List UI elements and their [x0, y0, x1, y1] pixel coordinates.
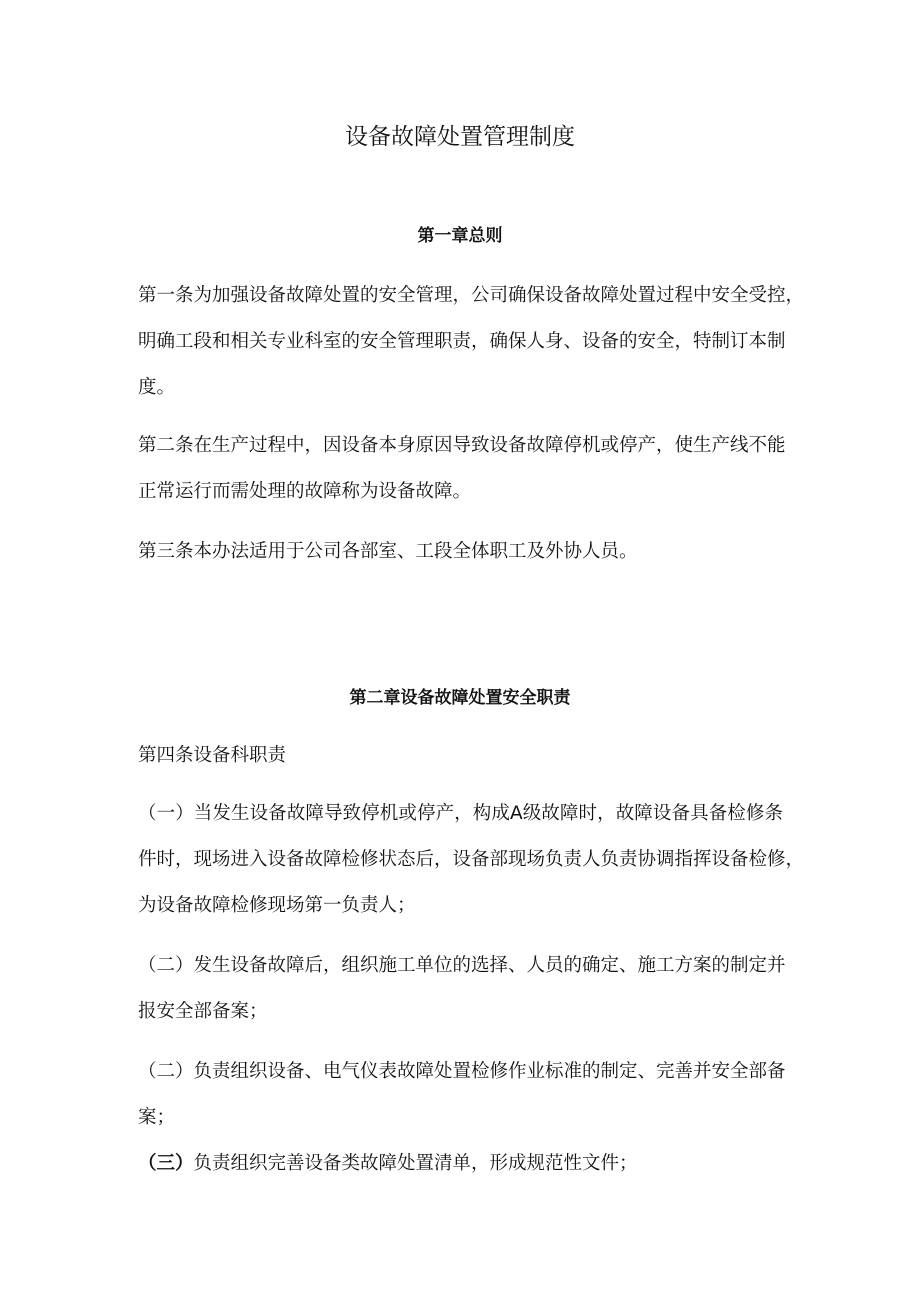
article-3-line: 第三条本办法适用于公司各部室、工段全体职工及外协人员。: [138, 541, 638, 562]
item-4-line: [138, 1152, 638, 1176]
item-1-line: 件时，现场进入设备故障检修状态后，设备部现场负责人负责协调指挥设备检修，: [138, 849, 805, 870]
item-3-line: 案；: [138, 1107, 176, 1128]
article-2-line: 正常运行而需处理的故障称为设备故障。: [138, 481, 472, 502]
chapter-1-heading: 第一章总则: [417, 226, 503, 246]
item-1-line: （一）当发生设备故障导致停机或停产，构成A级故障时，故障设备具备检修条: [138, 803, 783, 824]
article-1-line: 明确工段和相关专业科室的安全管理职责，确保人身、设备的安全，特制订本制: [138, 331, 786, 352]
item-3-line: （二）负责组织设备、电气仪表故障处置检修作业标准的制定、完善并安全部备: [138, 1061, 786, 1082]
document-title: 设备故障处置管理制度: [345, 124, 575, 150]
item-2-line: 报安全部备案；: [138, 1001, 268, 1022]
article-1-line: 度。: [138, 377, 176, 398]
item-1-line: 为设备故障检修现场第一负责人；: [138, 895, 416, 916]
article-1-line: 第一条为加强设备故障处置的安全管理，公司确保设备故障处置过程中安全受控，: [138, 285, 805, 306]
item-2-line: （二）发生设备故障后，组织施工单位的选择、人员的确定、施工方案的制定并: [138, 955, 786, 976]
item-4-prefix: （三）: [138, 1153, 194, 1174]
article-4-heading: 第四条设备科职责: [138, 745, 287, 766]
chapter-2-heading: 第二章设备故障处置安全职责: [349, 688, 571, 708]
article-2-line: 第二条在生产过程中，因设备本身原因导致设备故障停机或停产，使生产线不能: [138, 435, 786, 456]
item-4-text: 负责组织完善设备类故障处置清单，形成规范性文件；: [193, 1153, 638, 1174]
